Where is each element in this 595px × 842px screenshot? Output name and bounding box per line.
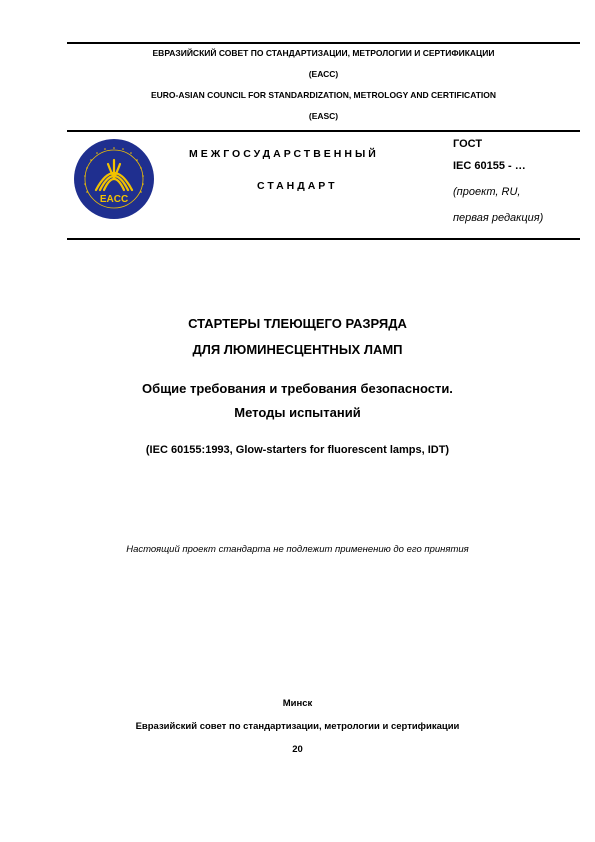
draft-label: (проект, RU, <box>453 186 521 198</box>
gost-label: ГОСТ <box>453 138 483 150</box>
document-subtitle-line1: Общие требования и требования безопасности. <box>142 381 453 396</box>
council-abbr-ru: (ЕАСС) <box>308 69 339 79</box>
top-rule <box>67 42 580 44</box>
document-title-line1: СТАРТЕРЫ ТЛЕЮЩЕГО РАЗРЯДА <box>188 316 407 331</box>
document-reference: (IEC 60155:1993, Glow-starters for fluorescent lamps, IDT) <box>145 444 450 456</box>
document-title-line2: ДЛЯ ЛЮМИНЕСЦЕНТНЫХ ЛАМП <box>192 342 403 357</box>
standard-header-block <box>67 132 580 238</box>
footer-city: Минск <box>282 698 313 709</box>
council-name-en: EURO-ASIAN COUNCIL FOR STANDARDIZATION, METROLOGY AND CERTIFICATION <box>150 90 497 100</box>
footer-year: 20 <box>292 744 303 755</box>
logo-text: EACC <box>99 194 129 205</box>
eacc-logo-icon <box>73 138 155 220</box>
eacc-logo <box>73 138 155 220</box>
header-rule-bottom <box>67 238 580 240</box>
council-abbr-en: (EASC) <box>308 111 339 121</box>
edition-label: первая редакция) <box>453 212 544 224</box>
council-name-ru: ЕВРАЗИЙСКИЙ СОВЕТ ПО СТАНДАРТИЗАЦИИ, МЕТРОЛОГИИ И СЕРТИФИКАЦИИ <box>152 48 495 58</box>
gost-number: IEC 60155 - … <box>453 160 526 172</box>
document-subtitle-line2: Методы испытаний <box>234 405 361 420</box>
footer-publisher: Евразийский совет по стандартизации, метрологии и сертификации <box>135 721 460 732</box>
standard-type-line2: СТАНДАРТ <box>257 180 338 192</box>
standard-type-line1: МЕЖГОСУДАРСТВЕННЫЙ <box>189 148 379 160</box>
draft-notice: Настоящий проект стандарта не подлежит применению до его принятия <box>126 544 469 555</box>
